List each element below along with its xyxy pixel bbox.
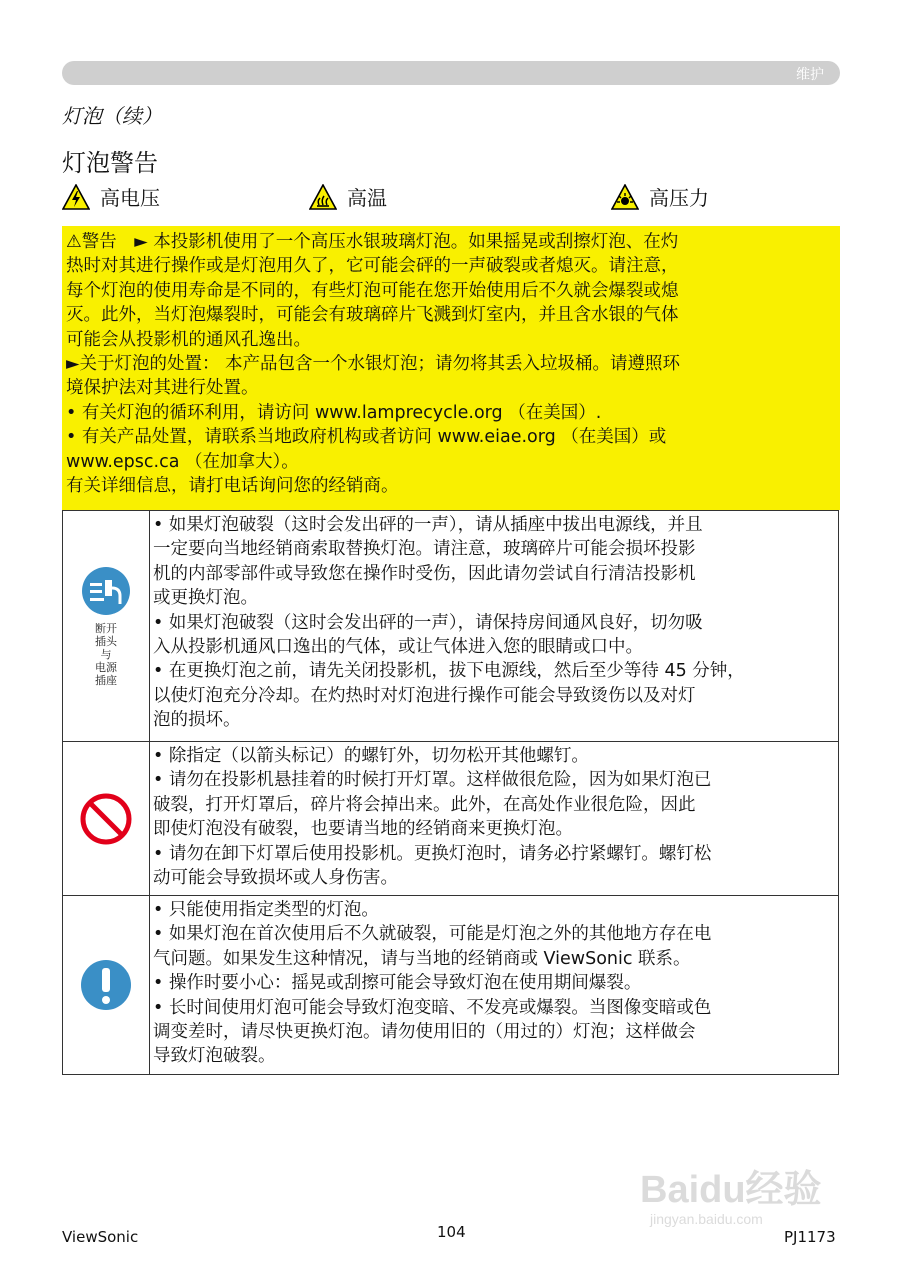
text-line: 一定要向当地经销商索取替换灯泡。请注意，玻璃碎片可能会损坏投影 [153,539,696,560]
text-line: 导致灯泡破裂。 [153,1046,276,1067]
row-icon-cell [63,742,150,895]
text-line: 以使灯泡充分冷却。在灼热时对灯泡进行操作可能会导致烫伤以及对灯 [153,685,696,706]
footer-model: PJ1173 [784,1228,836,1246]
text-line: 或更换灯泡。 [153,588,258,609]
hazard-label: 高温 [347,186,387,210]
hazard-high-temperature [309,182,387,211]
row-icon-cell [63,511,150,741]
text-line: 入从投影机通风口逸出的气体，或让气体进入您的眼睛或口中。 [153,637,643,658]
text-line: 即使灯泡没有破裂，也要请当地的经销商来更换灯泡。 [153,819,573,840]
text-line: 机的内部零部件或导致您在操作时受伤，因此请勿尝试自行清洁投影机 [153,563,696,584]
warning-line: www.epsc.ca （在加拿大）。 [66,451,299,472]
text-line: • 如果灯泡破裂（这时会发出砰的一声），请保持房间通风良好，切勿吸 [153,612,703,633]
footer-brand: ViewSonic [62,1228,139,1246]
warning-line: 境保护法对其进行处置。 [66,378,259,399]
text-line: 破裂，打开灯罩后，碎片将会掉出来。此外，在高处作业很危险，因此 [153,794,696,815]
caption-line: 电源 [95,660,117,674]
page-heading: 灯泡警告 [62,149,158,177]
unplug-icon [81,566,131,616]
warning-line: 有关详细信息，请打电话询问您的经销商。 [66,476,399,497]
watermark-logo-text: Baidu经验 [640,1169,822,1211]
warning-line: 可能会从投影机的通风孔逸出。 [66,329,311,350]
caution-row-unplug [62,510,839,742]
caption-line: 插座 [95,673,117,687]
row-text [149,742,838,895]
text-line: • 请勿在投影机悬挂着的时候打开灯罩。这样做很危险，因为如果灯泡已 [153,770,712,791]
high-pressure-icon [611,184,639,210]
caution-row-mandatory [62,895,839,1075]
high-temperature-icon [309,184,337,210]
prohibited-icon [79,792,133,846]
unplug-caption [95,622,117,687]
caption-line: 断开 [95,621,117,635]
text-line: 泡的损坏。 [153,710,241,731]
section-label: 维护 [796,67,824,83]
text-line: • 长时间使用灯泡可能会导致灯泡变暗、不发亮或爆裂。当图像变暗或色 [153,997,712,1018]
text-line: • 除指定（以箭头标记）的螺钉外，切勿松开其他螺钉。 [153,746,589,766]
row-text [149,511,838,741]
text-line: • 请勿在卸下灯罩后使用投影机。更换灯泡时，请务必拧紧螺钉。螺钉松 [153,843,712,864]
text-line: • 在更换灯泡之前，请先关闭投影机，拔下电源线，然后至少等待 45 分钟， [153,661,745,682]
section-title: 灯泡（续） [62,104,162,128]
hazard-high-voltage [62,182,160,211]
hazard-label: 高电压 [100,186,160,210]
high-voltage-icon [62,184,90,210]
text-line: 调变差时，请尽快更换灯泡。请勿使用旧的（用过的）灯泡；这样做会 [153,1022,696,1043]
mandatory-exclamation-icon [79,958,133,1012]
warning-line: • 有关灯泡的循环利用，请访问 www.lamprecycle.org （在美国）. [66,402,602,423]
warning-line: • 有关产品处置，请联系当地政府机构或者访问 www.eiae.org （在美国）或 [66,427,667,448]
header-bar [62,61,840,85]
warning-line: 热时对其进行操作或是灯泡用久了，它可能会砰的一声破裂或者熄灭。请注意， [66,256,679,277]
text-line: • 操作时要小心：摇晃或刮擦可能会导致灯泡在使用期间爆裂。 [153,973,642,994]
warning-line: 灭。此外，当灯泡爆裂时，可能会有玻璃碎片飞溅到灯室内，并且含水银的气体 [66,305,679,326]
warning-line: 每个灯泡的使用寿命是不同的，有些灯泡可能在您开始使用后不久就会爆裂或熄 [66,280,679,301]
hazard-label: 高压力 [649,186,709,210]
caption-line: 插头 [95,634,117,648]
page-number: 104 [437,1223,466,1241]
warning-box [62,226,840,510]
warning-line: ►关于灯泡的处置： 本产品包含一个水银灯泡；请勿将其丢入垃圾桶。请遵照环 [66,354,681,375]
hazard-high-pressure [611,182,709,211]
row-text [149,896,838,1074]
text-line: • 如果灯泡破裂（这时会发出砰的一声），请从插座中拔出电源线，并且 [153,515,703,535]
watermark-url: jingyan.baidu.com [650,1211,763,1227]
caution-row-prohibited [62,741,839,896]
baidu-watermark-logo [640,1160,850,1230]
row-icon-cell [63,896,150,1074]
text-line: • 如果灯泡在首次使用后不久就破裂，可能是灯泡之外的其他地方存在电 [153,924,712,945]
text-line: 气问题。如果发生这种情况，请与当地的经销商或 ViewSonic 联系。 [153,948,691,969]
caption-line: 与 [100,647,112,661]
text-line: • 只能使用指定类型的灯泡。 [153,900,379,920]
text-line: 动可能会导致损坏或人身伤害。 [153,868,398,889]
warning-line: ⚠警告 ► 本投影机使用了一个高压水银玻璃灯泡。如果摇晃或刮擦灯泡、在灼 [66,232,679,252]
